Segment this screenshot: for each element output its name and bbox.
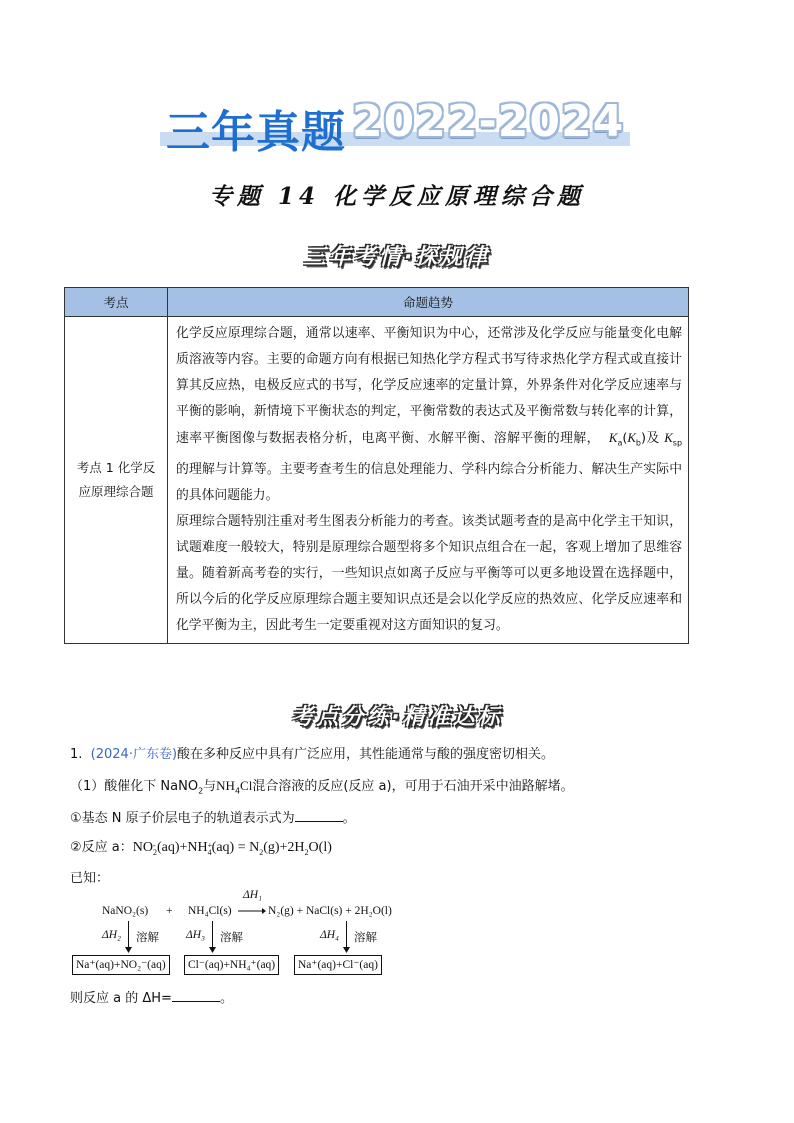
question-sub1: ①基态 N 原子价层电子的轨道表示式为 。 [70, 807, 356, 829]
dissolve-label-2: 溶解 [220, 930, 243, 944]
col-header-kaodian: 考点 [65, 288, 168, 317]
answer-blank-2[interactable] [172, 987, 220, 1002]
question-intro-line [70, 745, 554, 765]
trend-cell [168, 317, 689, 644]
trend-paragraph-2: 原理综合题特别注重对考生图表分析能力的考查。该类试题考查的是高中化学主干知识，试题难度一般较大，特别是原理综合题型将多个知识点组合在一起，客观上增加了思维容量。随着新高考卷的实行，一些知识点如离子反应与平衡等可以更多地设置在选择题中，所以今后的化学反应原理综合题主要知识点还是会以化学反应的热效应、化学反应速率和化学平衡为主，因此考生一定要重视对这方面知识的复习。 [176, 513, 682, 633]
reactant-nano2: NaNO₂(s) [102, 905, 149, 917]
ion-box-1: Na⁺(aq)+NO₂⁻(aq) [72, 955, 170, 975]
trend-paragraph-1: 化学反应原理综合题，通常以速率、平衡知识为中心，还常涉及化学反应与能量变化电解质溶液等内容。主要的命题方向有根据已知热化学方程式书写待求热化学方程式或直接计算其反应热，电极反应式的书写，化学反应速率的定量计算，外界条件对化学反应速率与平衡的影响，新情境下平衡状态的判定，平衡常数的表达式及平衡常数与转化率的计算，速率平衡图像与数据表格分析，电离平衡、水解平衡、溶解平衡的理解， $K_a(K_b)$及 $K_{sp}$ 的理解与计算等。主要考查考生的信息处理能力、学科内综合分析能力、解决生产实际中的具体问题能力。 [176, 326, 683, 503]
question-known: 已知： [70, 871, 110, 886]
arrow-line-1 [128, 921, 129, 949]
thermo-cycle-diagram [70, 889, 410, 985]
reactant-nh4cl: NH₄Cl(s) [188, 905, 232, 917]
section-header-trends: 三年考情·探规律 [303, 245, 491, 270]
arrow-down-icon [343, 947, 350, 953]
dh4-label: ΔH₄ [320, 929, 340, 941]
question-source: (2024·广东卷) [90, 747, 178, 762]
reaction-arrow-icon [238, 905, 266, 917]
plus-sign: + [166, 905, 173, 917]
arrow-line-2 [212, 921, 213, 949]
arrow-down-icon [209, 947, 216, 953]
arrow-line-3 [346, 921, 347, 949]
question-number: 1. [70, 747, 83, 762]
arrow-down-icon [125, 947, 132, 953]
dh2-label: ΔH₂ [102, 929, 122, 941]
topic-title: 专题 14 化学反应原理综合题 [208, 183, 586, 210]
section-header-practice: 考点分练·精准达标 [291, 705, 503, 730]
question-sub2: ②反应 a：NO - $_2$(aq)+NH + $_4(aq) = N_2(g)+2H_2O(l)$ [70, 840, 332, 857]
dissolve-label-1: 溶解 [136, 930, 159, 944]
header-banner [160, 96, 640, 158]
ion-box-2: Cl⁻(aq)+NH₄⁺(aq) [184, 955, 279, 975]
dissolve-label-3: 溶解 [354, 930, 377, 944]
dh1-label: ΔH₁ [243, 889, 263, 901]
table-header-row [65, 288, 689, 317]
banner-title: 三年真题 [166, 107, 346, 158]
col-header-trend: 命题趋势 [168, 288, 689, 317]
ion-box-3: Na⁺(aq)+Cl⁻(aq) [294, 955, 382, 975]
table-row [65, 317, 689, 644]
products: N₂(g) + NaCl(s) + 2H₂O(l) [268, 905, 392, 917]
dh3-label: ΔH₃ [186, 929, 206, 941]
question-ask: 则反应 a 的 ΔH= 。 [70, 987, 233, 1009]
question-intro: 酸在多种反应中具有广泛应用，其性能通常与酸的强度密切相关。 [177, 747, 555, 762]
kaodian-cell: 考点 1 化学反应原理综合题 [65, 317, 168, 644]
trend-table [64, 287, 689, 644]
banner-years: 2022-2024 [352, 96, 625, 147]
answer-blank-1[interactable] [295, 807, 343, 822]
question-part1: （1）酸催化下 NaNO$_2$与$NH_4Cl$混合溶液的反应(反应 a)，可用于石油开采中油路解堵。 [70, 778, 574, 796]
